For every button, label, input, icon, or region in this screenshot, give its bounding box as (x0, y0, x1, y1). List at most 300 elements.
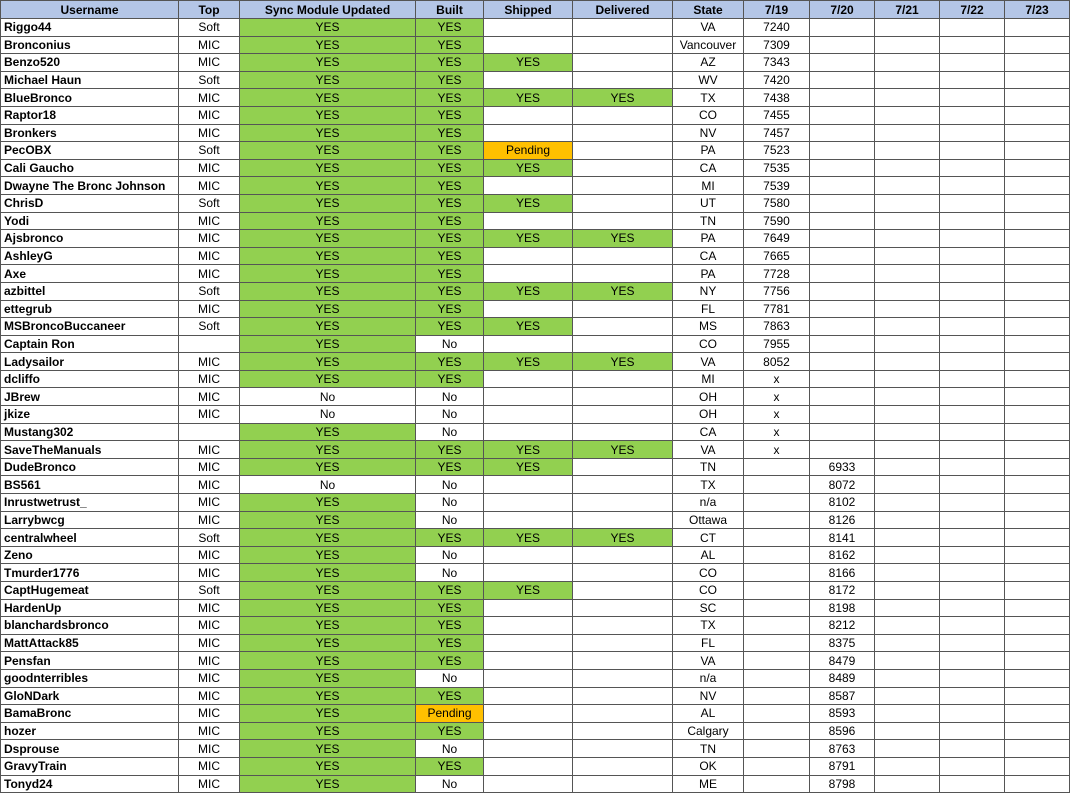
state-cell: Ottawa (673, 511, 744, 529)
state-cell: ME (673, 775, 744, 793)
col-719: 7/19 (744, 1, 810, 19)
d720-cell (810, 89, 875, 107)
shipped-cell (484, 388, 573, 406)
shipped-cell (484, 124, 573, 142)
delivered-cell (573, 212, 673, 230)
d719-cell: 7756 (744, 282, 810, 300)
d719-cell: 7863 (744, 318, 810, 336)
top-cell: Soft (179, 582, 240, 600)
built-cell: YES (416, 458, 484, 476)
state-cell: PA (673, 265, 744, 283)
sync-cell: YES (240, 212, 416, 230)
sync-cell: YES (240, 634, 416, 652)
table-row (1, 687, 1070, 705)
d722-cell (940, 511, 1005, 529)
table-row (1, 194, 1070, 212)
d722-cell (940, 89, 1005, 107)
d721-cell (875, 388, 940, 406)
d721-cell (875, 740, 940, 758)
table-row (1, 19, 1070, 37)
d720-cell: 8596 (810, 722, 875, 740)
d723-cell (1005, 36, 1070, 54)
built-cell: YES (416, 124, 484, 142)
top-cell: MIC (179, 652, 240, 670)
d719-cell: 7955 (744, 335, 810, 353)
delivered-cell (573, 177, 673, 195)
delivered-cell (573, 265, 673, 283)
username-cell: centralwheel (1, 529, 179, 547)
d721-cell (875, 652, 940, 670)
built-cell: YES (416, 177, 484, 195)
d723-cell (1005, 300, 1070, 318)
d723-cell (1005, 318, 1070, 336)
d721-cell (875, 318, 940, 336)
delivered-cell (573, 423, 673, 441)
d722-cell (940, 441, 1005, 459)
state-cell: VA (673, 652, 744, 670)
built-cell: YES (416, 89, 484, 107)
state-cell: NV (673, 124, 744, 142)
state-cell: Calgary (673, 722, 744, 740)
d722-cell (940, 722, 1005, 740)
built-cell: YES (416, 265, 484, 283)
table-row (1, 124, 1070, 142)
col-723: 7/23 (1005, 1, 1070, 19)
d720-cell: 8198 (810, 599, 875, 617)
d723-cell (1005, 476, 1070, 494)
state-cell: n/a (673, 494, 744, 512)
d722-cell (940, 353, 1005, 371)
d723-cell (1005, 19, 1070, 37)
table-row (1, 370, 1070, 388)
col-720: 7/20 (810, 1, 875, 19)
d719-cell (744, 775, 810, 793)
delivered-cell (573, 406, 673, 424)
d723-cell (1005, 705, 1070, 723)
state-cell: OH (673, 406, 744, 424)
built-cell: YES (416, 36, 484, 54)
username-cell: Cali Gaucho (1, 159, 179, 177)
username-cell: goodnterribles (1, 669, 179, 687)
d719-cell: 7420 (744, 71, 810, 89)
d723-cell (1005, 599, 1070, 617)
state-cell: MI (673, 177, 744, 195)
table-row (1, 388, 1070, 406)
shipped-cell (484, 247, 573, 265)
d721-cell (875, 722, 940, 740)
sync-cell: YES (240, 423, 416, 441)
d721-cell (875, 423, 940, 441)
built-cell: YES (416, 687, 484, 705)
state-cell: VA (673, 353, 744, 371)
sync-cell: YES (240, 353, 416, 371)
d722-cell (940, 247, 1005, 265)
delivered-cell (573, 757, 673, 775)
d723-cell (1005, 177, 1070, 195)
delivered-cell (573, 775, 673, 793)
username-cell: dcliffo (1, 370, 179, 388)
top-cell: Soft (179, 71, 240, 89)
top-cell: MIC (179, 634, 240, 652)
d721-cell (875, 124, 940, 142)
built-cell: YES (416, 19, 484, 37)
d719-cell (744, 757, 810, 775)
d723-cell (1005, 687, 1070, 705)
sync-cell: YES (240, 54, 416, 72)
sync-cell: YES (240, 89, 416, 107)
top-cell: MIC (179, 370, 240, 388)
shipped-cell (484, 19, 573, 37)
built-cell: YES (416, 54, 484, 72)
state-cell: CA (673, 423, 744, 441)
username-cell: Tmurder1776 (1, 564, 179, 582)
d723-cell (1005, 106, 1070, 124)
d722-cell (940, 177, 1005, 195)
top-cell: MIC (179, 511, 240, 529)
d719-cell: x (744, 423, 810, 441)
d721-cell (875, 458, 940, 476)
shipped-cell: YES (484, 441, 573, 459)
built-cell: Pending (416, 705, 484, 723)
username-cell: Mustang302 (1, 423, 179, 441)
username-cell: ettegrub (1, 300, 179, 318)
delivered-cell (573, 564, 673, 582)
state-cell: VA (673, 19, 744, 37)
built-cell: No (416, 669, 484, 687)
shipped-cell (484, 370, 573, 388)
d720-cell (810, 388, 875, 406)
d721-cell (875, 617, 940, 635)
d721-cell (875, 282, 940, 300)
d722-cell (940, 106, 1005, 124)
d723-cell (1005, 370, 1070, 388)
d720-cell (810, 159, 875, 177)
username-cell: Raptor18 (1, 106, 179, 124)
built-cell: YES (416, 230, 484, 248)
sync-cell: YES (240, 124, 416, 142)
shipped-cell (484, 265, 573, 283)
delivered-cell (573, 142, 673, 160)
d722-cell (940, 19, 1005, 37)
d722-cell (940, 71, 1005, 89)
d722-cell (940, 36, 1005, 54)
built-cell: No (416, 494, 484, 512)
d721-cell (875, 494, 940, 512)
state-cell: CT (673, 529, 744, 547)
sync-cell: YES (240, 441, 416, 459)
d720-cell (810, 335, 875, 353)
table-row (1, 353, 1070, 371)
table-row (1, 159, 1070, 177)
d722-cell (940, 582, 1005, 600)
d723-cell (1005, 564, 1070, 582)
d721-cell (875, 265, 940, 283)
d722-cell (940, 54, 1005, 72)
d720-cell (810, 142, 875, 160)
d721-cell (875, 71, 940, 89)
delivered-cell (573, 740, 673, 758)
top-cell: MIC (179, 564, 240, 582)
sync-cell: YES (240, 529, 416, 547)
shipped-cell (484, 300, 573, 318)
username-cell: HardenUp (1, 599, 179, 617)
d723-cell (1005, 775, 1070, 793)
built-cell: No (416, 406, 484, 424)
sync-cell: YES (240, 494, 416, 512)
username-cell: MSBroncoBuccaneer (1, 318, 179, 336)
sync-cell: YES (240, 370, 416, 388)
d722-cell (940, 265, 1005, 283)
state-cell: AZ (673, 54, 744, 72)
d719-cell: x (744, 388, 810, 406)
d720-cell (810, 318, 875, 336)
state-cell: NY (673, 282, 744, 300)
d721-cell (875, 353, 940, 371)
built-cell: YES (416, 582, 484, 600)
d719-cell: 7649 (744, 230, 810, 248)
delivered-cell (573, 652, 673, 670)
username-cell: Tonyd24 (1, 775, 179, 793)
sync-cell: YES (240, 564, 416, 582)
username-cell: hozer (1, 722, 179, 740)
d723-cell (1005, 441, 1070, 459)
shipped-cell: YES (484, 54, 573, 72)
delivered-cell: YES (573, 529, 673, 547)
username-cell: Michael Haun (1, 71, 179, 89)
d720-cell (810, 177, 875, 195)
d722-cell (940, 230, 1005, 248)
d721-cell (875, 582, 940, 600)
top-cell: MIC (179, 300, 240, 318)
delivered-cell: YES (573, 230, 673, 248)
d719-cell: 7523 (744, 142, 810, 160)
d723-cell (1005, 194, 1070, 212)
delivered-cell (573, 19, 673, 37)
username-cell: BamaBronc (1, 705, 179, 723)
built-cell: YES (416, 370, 484, 388)
username-cell: Bronkers (1, 124, 179, 142)
sync-cell: No (240, 476, 416, 494)
username-cell: SaveTheManuals (1, 441, 179, 459)
d722-cell (940, 687, 1005, 705)
table-row (1, 212, 1070, 230)
d721-cell (875, 247, 940, 265)
sync-cell: YES (240, 36, 416, 54)
d719-cell (744, 687, 810, 705)
username-cell: AshleyG (1, 247, 179, 265)
d723-cell (1005, 669, 1070, 687)
table-row (1, 529, 1070, 547)
shipped-cell (484, 476, 573, 494)
state-cell: TX (673, 617, 744, 635)
top-cell: MIC (179, 230, 240, 248)
sync-cell: YES (240, 282, 416, 300)
delivered-cell (573, 106, 673, 124)
sync-cell: YES (240, 546, 416, 564)
state-cell: CA (673, 159, 744, 177)
d719-cell: 7728 (744, 265, 810, 283)
sync-cell: YES (240, 318, 416, 336)
table-row (1, 599, 1070, 617)
built-cell: No (416, 775, 484, 793)
shipped-cell (484, 406, 573, 424)
username-cell: PecOBX (1, 142, 179, 160)
table-row (1, 564, 1070, 582)
d722-cell (940, 757, 1005, 775)
table-row (1, 71, 1070, 89)
top-cell: Soft (179, 194, 240, 212)
d721-cell (875, 687, 940, 705)
shipped-cell (484, 617, 573, 635)
top-cell (179, 335, 240, 353)
username-cell: Benzo520 (1, 54, 179, 72)
shipped-cell (484, 652, 573, 670)
d722-cell (940, 476, 1005, 494)
sync-cell: YES (240, 617, 416, 635)
table-row (1, 54, 1070, 72)
d719-cell (744, 705, 810, 723)
top-cell: MIC (179, 388, 240, 406)
col-delivered: Delivered (573, 1, 673, 19)
d722-cell (940, 300, 1005, 318)
d721-cell (875, 370, 940, 388)
username-cell: Riggo44 (1, 19, 179, 37)
d722-cell (940, 318, 1005, 336)
table-row (1, 282, 1070, 300)
top-cell: MIC (179, 687, 240, 705)
state-cell: CO (673, 564, 744, 582)
d722-cell (940, 458, 1005, 476)
table-row (1, 335, 1070, 353)
sync-cell: YES (240, 230, 416, 248)
d719-cell (744, 458, 810, 476)
table-row (1, 617, 1070, 635)
d723-cell (1005, 282, 1070, 300)
state-cell: CO (673, 106, 744, 124)
d720-cell: 8763 (810, 740, 875, 758)
state-cell: Vancouver (673, 36, 744, 54)
state-cell: TX (673, 89, 744, 107)
top-cell: MIC (179, 54, 240, 72)
delivered-cell (573, 247, 673, 265)
sync-cell: YES (240, 247, 416, 265)
top-cell: MIC (179, 757, 240, 775)
d719-cell: 7455 (744, 106, 810, 124)
state-cell: CO (673, 582, 744, 600)
d720-cell (810, 353, 875, 371)
shipped-cell (484, 212, 573, 230)
table-row (1, 423, 1070, 441)
top-cell: MIC (179, 669, 240, 687)
delivered-cell (573, 335, 673, 353)
built-cell: No (416, 388, 484, 406)
d721-cell (875, 705, 940, 723)
delivered-cell (573, 511, 673, 529)
d722-cell (940, 194, 1005, 212)
d721-cell (875, 54, 940, 72)
col-state: State (673, 1, 744, 19)
d723-cell (1005, 458, 1070, 476)
d721-cell (875, 476, 940, 494)
d720-cell: 8162 (810, 546, 875, 564)
d719-cell (744, 599, 810, 617)
shipped-cell: YES (484, 318, 573, 336)
d723-cell (1005, 212, 1070, 230)
delivered-cell: YES (573, 353, 673, 371)
shipped-cell: YES (484, 353, 573, 371)
d720-cell: 8489 (810, 669, 875, 687)
d722-cell (940, 705, 1005, 723)
top-cell: MIC (179, 441, 240, 459)
sync-cell: YES (240, 582, 416, 600)
d719-cell (744, 669, 810, 687)
username-cell: Yodi (1, 212, 179, 230)
top-cell: Soft (179, 282, 240, 300)
d723-cell (1005, 54, 1070, 72)
state-cell: FL (673, 634, 744, 652)
shipped-cell: YES (484, 529, 573, 547)
sync-cell: YES (240, 19, 416, 37)
d720-cell: 8126 (810, 511, 875, 529)
top-cell: MIC (179, 36, 240, 54)
d719-cell: x (744, 406, 810, 424)
top-cell: MIC (179, 159, 240, 177)
username-cell: BlueBronco (1, 89, 179, 107)
d723-cell (1005, 89, 1070, 107)
d719-cell (744, 722, 810, 740)
delivered-cell (573, 582, 673, 600)
col-built: Built (416, 1, 484, 19)
d720-cell: 8172 (810, 582, 875, 600)
d719-cell: 7535 (744, 159, 810, 177)
d722-cell (940, 370, 1005, 388)
d719-cell: 8052 (744, 353, 810, 371)
delivered-cell: YES (573, 441, 673, 459)
d723-cell (1005, 652, 1070, 670)
d721-cell (875, 546, 940, 564)
d719-cell (744, 634, 810, 652)
state-cell: MS (673, 318, 744, 336)
d722-cell (940, 494, 1005, 512)
d723-cell (1005, 511, 1070, 529)
d720-cell (810, 406, 875, 424)
d719-cell (744, 494, 810, 512)
d722-cell (940, 335, 1005, 353)
delivered-cell (573, 705, 673, 723)
d722-cell (940, 529, 1005, 547)
sync-cell: YES (240, 740, 416, 758)
sync-cell: YES (240, 335, 416, 353)
d723-cell (1005, 335, 1070, 353)
d720-cell: 8375 (810, 634, 875, 652)
d720-cell: 8072 (810, 476, 875, 494)
d723-cell (1005, 617, 1070, 635)
table-row (1, 458, 1070, 476)
sync-cell: YES (240, 599, 416, 617)
built-cell: YES (416, 142, 484, 160)
built-cell: YES (416, 722, 484, 740)
top-cell: MIC (179, 546, 240, 564)
d722-cell (940, 775, 1005, 793)
d722-cell (940, 282, 1005, 300)
built-cell: No (416, 423, 484, 441)
top-cell: MIC (179, 265, 240, 283)
d721-cell (875, 19, 940, 37)
d721-cell (875, 230, 940, 248)
col-username: Username (1, 1, 179, 19)
shipped-cell (484, 36, 573, 54)
d722-cell (940, 652, 1005, 670)
